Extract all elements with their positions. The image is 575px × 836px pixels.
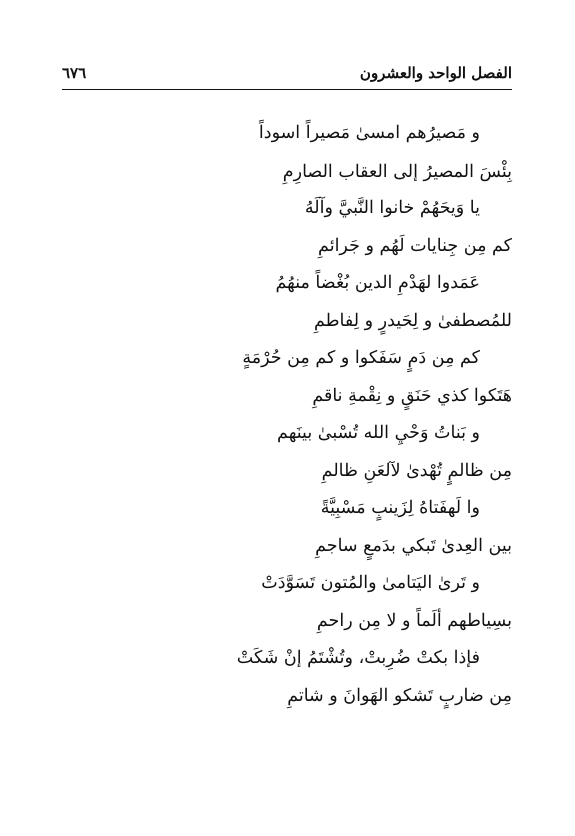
page-number: ٦٧٦ <box>62 64 87 82</box>
verse-line: بِئْسَ المصيرُ إلى العقاب الصارِمِ <box>282 162 512 182</box>
verse-line: هَتَكوا كذي حَنَقٍ و نِقْمةِ ناقمِ <box>312 386 512 406</box>
verse-line: كم مِن جِنايات لَهُم و جَرائمِ <box>318 236 512 256</box>
verse-line: كم مِن دَمٍ سَفَكوا و كم مِن حُرْمَةٍ <box>242 348 480 368</box>
verse-line: عَمَدوا لهَدْمِ الدين بُغْضاً منهُمُ <box>275 273 480 293</box>
verse-line: و بَناتُ وَحْيِ الله تُسْبىٰ بينَهم <box>277 423 480 443</box>
verse-line: وا لَهفَتاهُ لِزَينبٍ مَسْبِيَّةً <box>320 498 480 518</box>
verse-line: مِن ظالمٍ تُهْدىٰ لآلعَنِ ظالمِ <box>321 461 512 481</box>
verse-line: يا وَيحَهُمْ خانوا النَّبيَّ وآلَهُ <box>304 198 480 218</box>
verse-line: مِن ضاربٍ تَشكو الهَوانَ و شاتمِ <box>287 686 512 706</box>
verse-line: للمُصطفىٰ و لِحَيدرٍ و لِفاطمِ <box>313 311 512 331</box>
chapter-title: الفصل الواحد والعشرون <box>359 64 512 82</box>
verse-line: و تَرىٰ اليَتامىٰ والمُتون تَسَوَّدَتْ <box>261 573 480 593</box>
verse-line: و مَصيرُهم امسىٰ مَصيراً اسوداً <box>258 123 480 143</box>
verse-line: بين العِدىٰ تَبكي بدَمعٍ ساجمِ <box>315 536 512 556</box>
verse-line: فإذا بكتْ ضُرِبتْ، وتُشْتَمُ إنْ شَكَتْ <box>236 648 480 668</box>
verse-line: بسِياطهم ألَماً و لا مِن راحمِ <box>316 611 512 631</box>
